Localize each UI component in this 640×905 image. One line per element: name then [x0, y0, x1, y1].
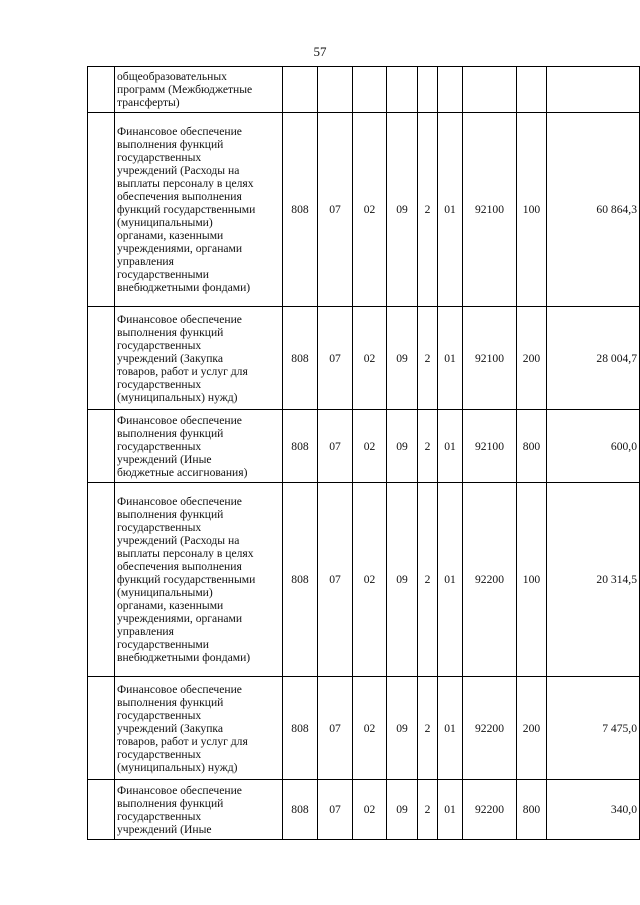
subprogram-code-cell: 2: [418, 780, 438, 840]
main-event-code-cell: 01: [438, 307, 463, 410]
program-code-cell: 09: [387, 113, 418, 307]
ministry-code-cell: [283, 67, 318, 113]
description-cell: Финансовое обеспечение выполнения функций государственных учреждений (Закупка товаров, работ и услуг для государственных (муниципальных) нужд): [115, 677, 283, 780]
main-event-code-cell: 01: [438, 677, 463, 780]
description-cell: Финансовое обеспечение выполнения функций государственных учреждений (Иные бюджетные ассигнования): [115, 410, 283, 483]
section-code-cell: 07: [318, 410, 353, 483]
expense-type-cell: 800: [517, 410, 547, 483]
amount-cell: 600,0: [547, 410, 640, 483]
table-row: [88, 113, 640, 307]
amount-cell: 28 004,7: [547, 307, 640, 410]
row-number-cell: [88, 483, 115, 677]
expense-direction-cell: 92200: [463, 677, 517, 780]
budget-table: [87, 66, 640, 840]
ministry-code-cell: 808: [283, 307, 318, 410]
expense-direction-cell: 92100: [463, 410, 517, 483]
ministry-code-cell: 808: [283, 677, 318, 780]
amount-cell: 340,0: [547, 780, 640, 840]
section-code-cell: [318, 67, 353, 113]
row-number-cell: [88, 410, 115, 483]
subprogram-code-cell: 2: [418, 410, 438, 483]
subsection-code-cell: 02: [353, 780, 387, 840]
expense-direction-cell: 92100: [463, 307, 517, 410]
table-row: [88, 780, 640, 840]
ministry-code-cell: 808: [283, 780, 318, 840]
page-number: 57: [313, 44, 327, 59]
table-row: [88, 307, 640, 410]
table-row: [88, 410, 640, 483]
ministry-code-cell: 808: [283, 483, 318, 677]
subsection-code-cell: 02: [353, 677, 387, 780]
main-event-code-cell: 01: [438, 483, 463, 677]
main-event-code-cell: [438, 67, 463, 113]
description-cell: общеобразовательных программ (Межбюджетные трансферты): [115, 67, 283, 113]
subprogram-code-cell: [418, 67, 438, 113]
subsection-code-cell: 02: [353, 307, 387, 410]
section-code-cell: 07: [318, 780, 353, 840]
expense-type-cell: 800: [517, 780, 547, 840]
subprogram-code-cell: 2: [418, 677, 438, 780]
subsection-code-cell: 02: [353, 410, 387, 483]
expense-direction-cell: 92100: [463, 113, 517, 307]
section-code-cell: 07: [318, 307, 353, 410]
subprogram-code-cell: 2: [418, 113, 438, 307]
program-code-cell: 09: [387, 780, 418, 840]
program-code-cell: 09: [387, 307, 418, 410]
description-cell: Финансовое обеспечение выполнения функций государственных учреждений (Расходы на выплаты персоналу в целях обеспечения выполнения функций государственными (муниципальными) органами, казенными учреждениями, органами управления государственными внебюджетными фондами): [115, 113, 283, 307]
expense-direction-cell: [463, 67, 517, 113]
section-code-cell: 07: [318, 677, 353, 780]
subsection-code-cell: 02: [353, 483, 387, 677]
expense-type-cell: [517, 67, 547, 113]
expense-type-cell: 200: [517, 307, 547, 410]
subprogram-code-cell: 2: [418, 483, 438, 677]
table-row: [88, 677, 640, 780]
expense-direction-cell: 92200: [463, 780, 517, 840]
table-row: [88, 67, 640, 113]
row-number-cell: [88, 67, 115, 113]
amount-cell: 20 314,5: [547, 483, 640, 677]
expense-type-cell: 100: [517, 113, 547, 307]
subsection-code-cell: [353, 67, 387, 113]
row-number-cell: [88, 677, 115, 780]
main-event-code-cell: 01: [438, 410, 463, 483]
description-cell: Финансовое обеспечение выполнения функций государственных учреждений (Расходы на выплаты персоналу в целях обеспечения выполнения функций государственными (муниципальными) органами, казенными учреждениями, органами управления государственными внебюджетными фондами): [115, 483, 283, 677]
amount-cell: 60 864,3: [547, 113, 640, 307]
expense-type-cell: 200: [517, 677, 547, 780]
amount-cell: 7 475,0: [547, 677, 640, 780]
program-code-cell: 09: [387, 677, 418, 780]
table-row: [88, 483, 640, 677]
ministry-code-cell: 808: [283, 410, 318, 483]
row-number-cell: [88, 780, 115, 840]
ministry-code-cell: 808: [283, 113, 318, 307]
expense-type-cell: 100: [517, 483, 547, 677]
subprogram-code-cell: 2: [418, 307, 438, 410]
subsection-code-cell: 02: [353, 113, 387, 307]
program-code-cell: 09: [387, 483, 418, 677]
program-code-cell: [387, 67, 418, 113]
main-event-code-cell: 01: [438, 780, 463, 840]
section-code-cell: 07: [318, 483, 353, 677]
description-cell: Финансовое обеспечение выполнения функций государственных учреждений (Закупка товаров, работ и услуг для государственных (муниципальных) нужд): [115, 307, 283, 410]
row-number-cell: [88, 113, 115, 307]
expense-direction-cell: 92200: [463, 483, 517, 677]
program-code-cell: 09: [387, 410, 418, 483]
amount-cell: [547, 67, 640, 113]
main-event-code-cell: 01: [438, 113, 463, 307]
row-number-cell: [88, 307, 115, 410]
section-code-cell: 07: [318, 113, 353, 307]
description-cell: Финансовое обеспечение выполнения функций государственных учреждений (Иные: [115, 780, 283, 840]
